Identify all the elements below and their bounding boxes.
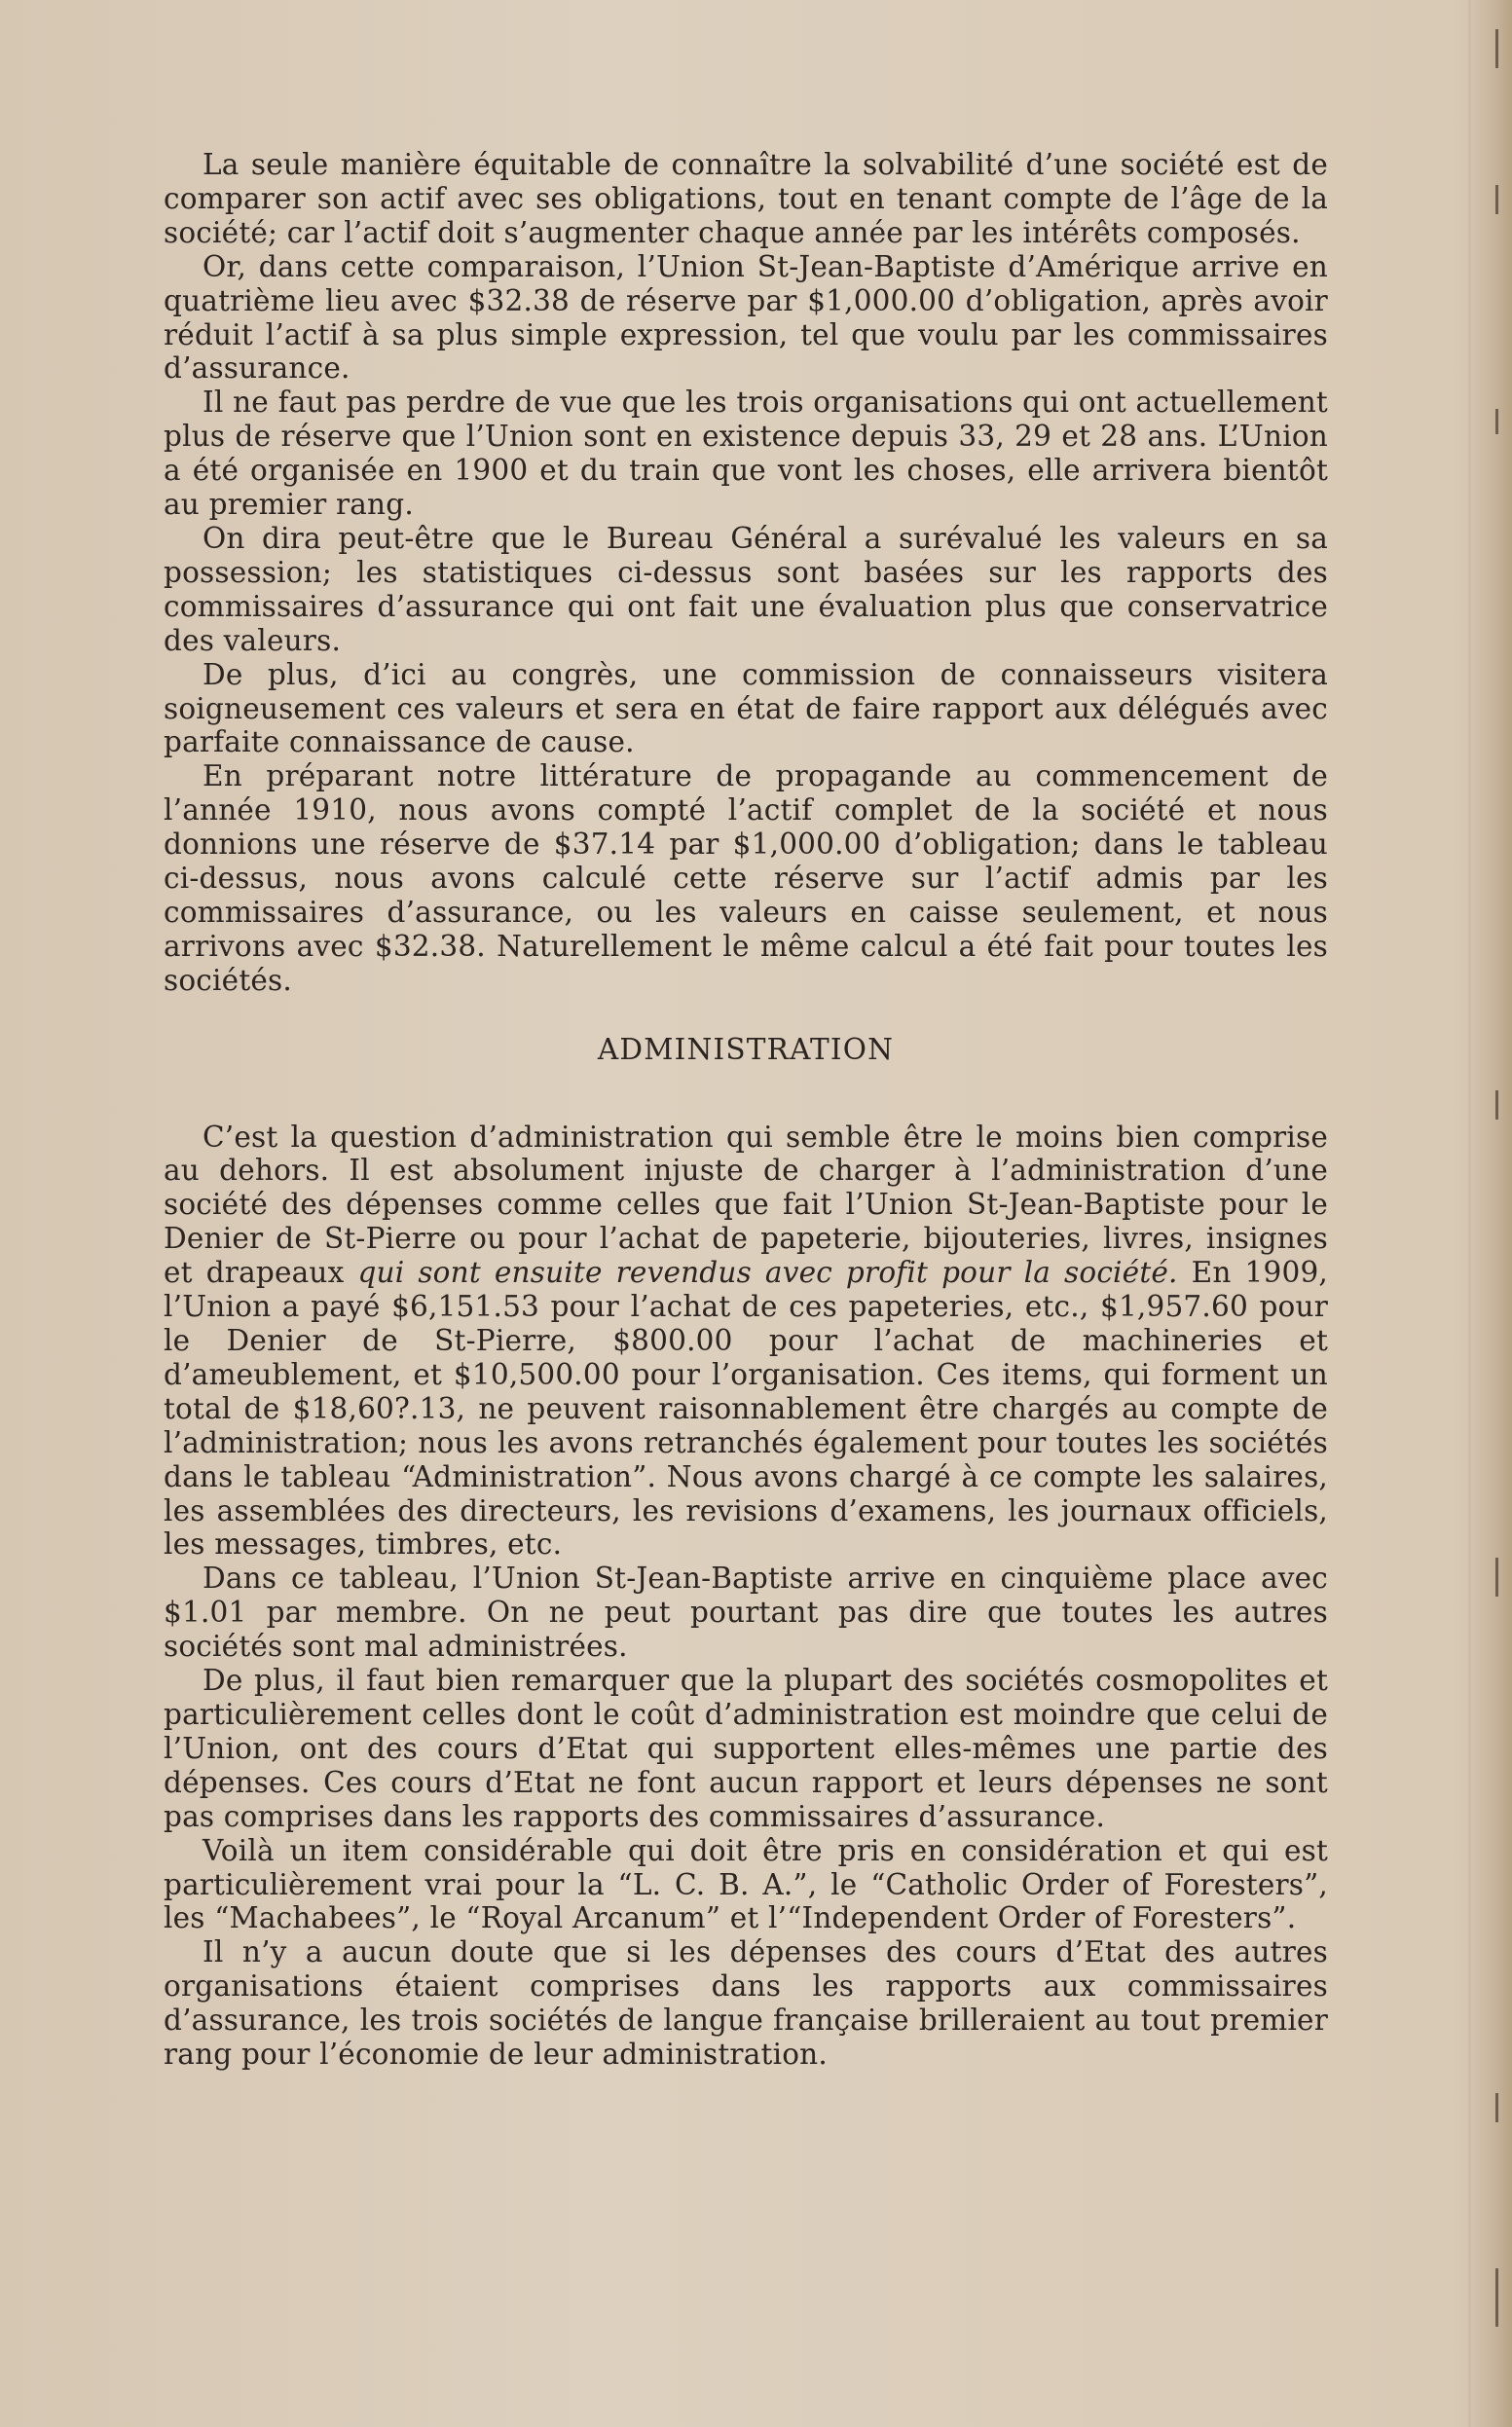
text-run: C’est la question d’administration qui semble être le moins bien comprise au dehors. Il est absolument injuste de charger à l’administration d’une société des dépenses comme celles que fait l’Union St-Jean-Baptiste pour le Denier de St-Pierre ou pour l’achat de papeterie, bijouteries, livres, insignes et drapeaux xyxy=(164,1120,1328,1290)
italic-text-run: qui sont ensuite revendus avec profit pour la société. xyxy=(357,1256,1178,1290)
paragraph: On dira peut-être que le Bureau Général a surévalué les valeurs en sa possession; les statistiques ci-dessus sont basées sur les rapports des commissaires d’assurance qui ont fait une évaluation plus que conservatrice des valeurs. xyxy=(164,521,1328,657)
binding-mark xyxy=(1495,409,1498,434)
binding-mark xyxy=(1495,1558,1498,1597)
paragraph: Or, dans cette comparaison, l’Union St-Jean-Baptiste d’Amérique arrive en quatrième lieu avec $32.38 de réserve par $1,000.00 d’obligation, après avoir réduit l’actif à sa plus simple expression, tel que voulu par les commissaires d’assurance. xyxy=(164,249,1328,386)
paragraph: Il n’y a aucun doute que si les dépenses des cours d’Etat des autres organisations étaient comprises dans les rapports aux commissaires d’assurance, les trois sociétés de langue française brilleraient au tout premier rang pour l’économie de leur administration. xyxy=(164,1935,1328,2072)
paragraph: En préparant notre littérature de propagande au commencement de l’année 1910, nous avons compté l’actif complet de la société et nous donnions une réserve de $37.14 par $1,000.00 d’obligation; dans le tableau ci-dessus, nous avons calculé cette réserve sur l’actif admis par les commissaires d’assurance, ou les valeurs en caisse seulement, et nous arrivons avec $32.38. Naturellement le même calcul a été fait pour toutes les sociétés. xyxy=(164,759,1328,997)
section-heading: ADMINISTRATION xyxy=(597,1032,895,1066)
paragraph: La seule manière équitable de connaître la solvabilité d’une société est de comparer son actif avec ses obligations, tout en tenant compte de l’âge de la société; car l’actif doit s’augmenter chaque année par les intérêts composés. xyxy=(164,148,1328,249)
binding-mark xyxy=(1495,2268,1498,2327)
paragraph: De plus, il faut bien remarquer que la plupart des sociétés cosmopolites et particulièrement celles dont le coût d’administration est moindre que celui de l’Union, ont des cours d’Etat qui supportent elles-mêmes une partie des dépenses. Ces cours d’Etat ne font aucun rapport et leurs dépenses ne sont pas comprises dans les rapports des commissaires d’assurance. xyxy=(164,1664,1328,1833)
paragraph: Il ne faut pas perdre de vue que les trois organisations qui ont actuellement plus de réserve que l’Union sont en existence depuis 33, 29 et 28 ans. L’Union a été organisée en 1900 et du train que vont les choses, elle arrivera bientôt au premier rang. xyxy=(164,386,1328,522)
text-run: En 1909, l’Union a payé $6,151.53 pour l’achat de ces papeteries, etc., $1,957.60 pour le Denier de St-Pierre, $800.00 pour l’achat de machineries et d’ameublement, et $10,500.00 pour l’organisation. Ces items, qui forment un total de $18,60?.13, ne peuvent raisonnablement être chargés au compte de l’administration; nous les avons retranchés également pour toutes les sociétés dans le tableau “Administration”. Nous avons chargé à ce compte les salaires, les assemblées des directeurs, les revisions d’examens, les journaux officiels, les messages, timbres, etc. xyxy=(164,1256,1329,1562)
binding-mark xyxy=(1495,29,1498,68)
document-body xyxy=(164,148,1328,2072)
binding-mark xyxy=(1495,2093,1498,2122)
paragraph-administration xyxy=(164,1121,1328,1563)
binding-mark xyxy=(1495,185,1498,214)
paragraph: Dans ce tableau, l’Union St-Jean-Baptiste arrive en cinquième place avec $1.01 par membre. On ne peut pourtant pas dire que toutes les autres sociétés sont mal administrées. xyxy=(164,1562,1328,1664)
page-binding-edge xyxy=(1468,0,1512,2427)
paragraph: Voilà un item considérable qui doit être pris en considération et qui est particulièrement vrai pour la “L. C. B. A.”, le “Catholic Order of Foresters”, les “Machabees”, le “Royal Arcanum” et l’“Independent Order of Foresters”. xyxy=(164,1833,1328,1935)
paragraph: De plus, d’ici au congrès, une commission de connaisseurs visitera soigneusement ces valeurs et sera en état de faire rapport aux délégués avec parfaite connaissance de cause. xyxy=(164,657,1328,759)
binding-mark xyxy=(1495,1090,1498,1120)
